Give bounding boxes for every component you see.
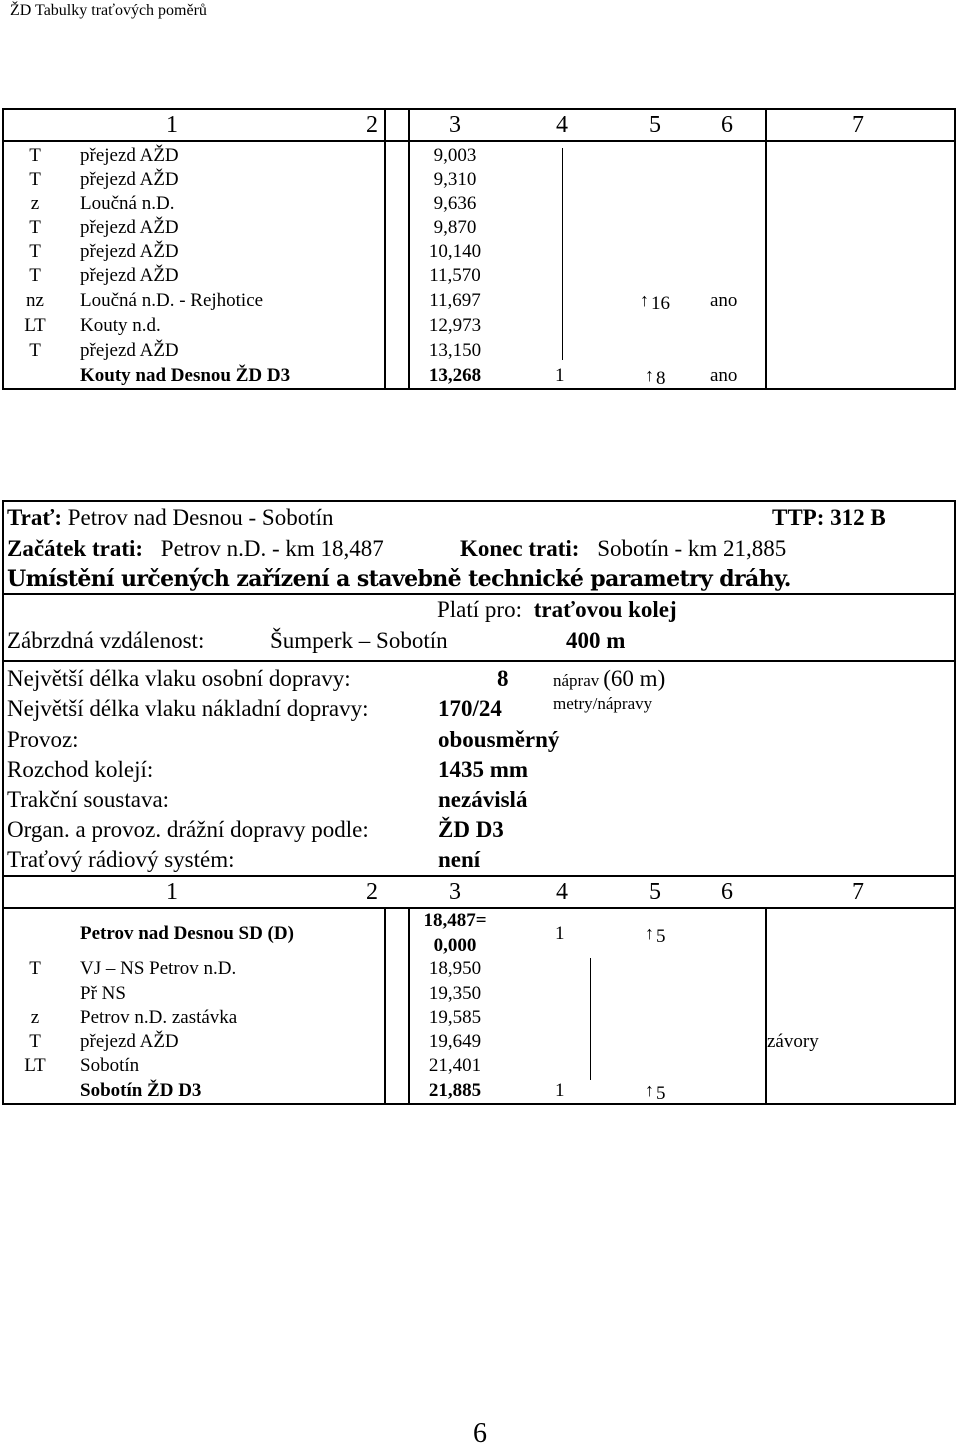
speed-cell [640, 290, 670, 315]
location-code: nz [26, 290, 44, 311]
trat-label: Trať: [7, 505, 62, 530]
location-name: Petrov nad Desnou SD (D) [80, 923, 294, 944]
radio-value: není [438, 847, 481, 872]
col7-value: závory [767, 1031, 819, 1052]
top-table-col-divider [765, 108, 767, 390]
speed-cell [645, 365, 666, 390]
col4-value: 1 [555, 923, 565, 944]
zabrzdna-label: Zábrzdná vzdálenost: [7, 628, 205, 653]
column-number: 5 [649, 879, 661, 905]
col6-value: ano [710, 365, 738, 386]
kilometer-value: 19,585 [428, 1007, 482, 1028]
col4-value: 1 [555, 1080, 565, 1101]
rozchod-value: 1435 mm [438, 757, 529, 782]
location-name: Kouty n.d. [80, 315, 161, 336]
kilometer-value: 9,870 [433, 217, 477, 238]
location-code: T [29, 1031, 41, 1052]
konec-value: Sobotín - km 21,885 [597, 536, 787, 561]
location-code: T [29, 145, 41, 166]
osobni-unit-paren: (60 m) [603, 666, 666, 691]
location-code: T [29, 958, 41, 979]
location-name: Kouty nad Desnou ŽD D3 [80, 365, 291, 386]
kilometer-value: 0,000 [433, 935, 477, 956]
bottom-table-header-separator [2, 907, 956, 909]
location-name: přejezd AŽD [80, 340, 179, 361]
zabrzdna-route: Šumperk – Sobotín [270, 628, 448, 653]
document-header-title: ŽD Tabulky traťových poměrů [10, 2, 207, 19]
location-name: Petrov n.D. zastávka [80, 1007, 238, 1028]
parameters-separator [2, 660, 956, 662]
zacatek-line [7, 536, 384, 562]
bottom-table-top-border [2, 875, 956, 877]
kilometer-value: 9,003 [433, 145, 477, 166]
column-number: 6 [721, 879, 733, 905]
plati-label: Platí pro: [437, 597, 522, 622]
zacatek-label: Začátek trati: [7, 536, 144, 561]
trat-value: Petrov nad Desnou - Sobotín [67, 505, 334, 530]
kilometer-value: 9,636 [433, 193, 477, 214]
speed-value: 5 [656, 1083, 666, 1104]
zacatek-value: Petrov n.D. - km 18,487 [160, 536, 384, 561]
col4-value: 1 [555, 365, 565, 386]
arrow-up-icon: ↑ [645, 923, 654, 943]
bottom-table-col-divider [384, 907, 386, 1105]
location-code: T [29, 340, 41, 361]
top-table-col-divider [384, 108, 386, 390]
speed-cell [645, 923, 666, 948]
top-table-track-line [562, 148, 563, 360]
nakladni-label: Největší délka vlaku nákladní dopravy: [7, 696, 369, 721]
arrow-up-icon: ↑ [640, 290, 649, 310]
location-code: LT [24, 1055, 46, 1076]
col6-value: ano [710, 290, 738, 311]
location-code: LT [24, 315, 46, 336]
organ-label: Organ. a provoz. drážní dopravy podle: [7, 817, 369, 842]
ttp-number: TTP: 312 B [772, 505, 886, 530]
rozchod-label: Rozchod kolejí: [7, 757, 154, 782]
radio-label: Traťový rádiový systém: [7, 847, 235, 872]
location-code: T [29, 241, 41, 262]
location-code: T [29, 169, 41, 190]
column-number: 1 [166, 879, 178, 905]
column-number: 1 [166, 112, 178, 138]
arrow-up-icon: ↑ [645, 1080, 654, 1100]
provoz-value: obousměrný [438, 727, 560, 752]
nakladni-unit: metry/nápravy [553, 694, 653, 713]
column-number: 7 [852, 112, 864, 138]
location-name: přejezd AŽD [80, 1031, 179, 1052]
kilometer-value: 13,150 [428, 340, 482, 361]
speed-value: 16 [651, 293, 670, 314]
location-name: Sobotín [80, 1055, 140, 1076]
trakcni-value: nezávislá [438, 787, 528, 812]
konec-line [460, 536, 786, 562]
speed-value: 5 [656, 926, 666, 947]
kilometer-value: 18,950 [428, 958, 482, 979]
kilometer-value: 9,310 [433, 169, 477, 190]
kilometer-value: 10,140 [428, 241, 482, 262]
column-number: 2 [366, 879, 378, 905]
kilometer-value: 18,487= [423, 910, 487, 931]
kilometer-value: 21,401 [428, 1055, 482, 1076]
speed-cell [645, 1080, 666, 1105]
location-name: Loučná n.D. - Rejhotice [80, 290, 264, 311]
top-table-header-separator [2, 140, 956, 142]
location-name: přejezd AŽD [80, 217, 179, 238]
osobni-label: Největší délka vlaku osobní dopravy: [7, 666, 351, 691]
location-code: z [30, 193, 40, 214]
location-name: přejezd AŽD [80, 241, 179, 262]
provoz-label: Provoz: [7, 727, 79, 752]
osobni-unit [553, 666, 665, 692]
page-number: 6 [473, 1418, 487, 1449]
location-name: přejezd AŽD [80, 265, 179, 286]
nakladni-value: 170/24 [438, 696, 502, 721]
kilometer-value: 21,885 [428, 1080, 482, 1101]
kilometer-value: 19,649 [428, 1031, 482, 1052]
zabrzdna-value: 400 m [566, 628, 626, 653]
trat-line [7, 505, 334, 531]
location-code: z [30, 1007, 40, 1028]
trakcni-label: Trakční soustava: [7, 787, 170, 812]
column-number: 4 [556, 879, 568, 905]
kilometer-value: 12,973 [428, 315, 482, 336]
organ-value: ŽD D3 [438, 817, 504, 842]
location-code: T [29, 217, 41, 238]
location-code: T [29, 265, 41, 286]
osobni-unit-small: náprav [553, 671, 600, 690]
plati-value: traťovou kolej [533, 597, 677, 622]
kilometer-value: 11,570 [429, 265, 481, 286]
konec-label: Konec trati: [460, 536, 580, 561]
speed-value: 8 [656, 368, 666, 389]
location-name: přejezd AŽD [80, 169, 179, 190]
umisteni-heading: Umístění určených zařízení a stavebně technické parametry dráhy. [7, 566, 791, 592]
column-number: 3 [449, 879, 461, 905]
location-name: Sobotín ŽD D3 [80, 1080, 202, 1101]
location-name: Loučná n.D. [80, 193, 175, 214]
column-number: 7 [852, 879, 864, 905]
bottom-table-col-divider [765, 907, 767, 1105]
location-name: Př NS [80, 983, 126, 1004]
line-info-separator [2, 593, 956, 595]
column-number: 4 [556, 112, 568, 138]
column-number: 3 [449, 112, 461, 138]
plati-line [437, 597, 677, 623]
arrow-up-icon: ↑ [645, 365, 654, 385]
column-number: 6 [721, 112, 733, 138]
location-name: přejezd AŽD [80, 145, 179, 166]
location-name: VJ – NS Petrov n.D. [80, 958, 237, 979]
osobni-value: 8 [497, 666, 509, 691]
kilometer-value: 11,697 [429, 290, 481, 311]
column-number: 5 [649, 112, 661, 138]
bottom-table-track-line [590, 958, 591, 1080]
column-number: 2 [366, 112, 378, 138]
kilometer-value: 13,268 [428, 365, 482, 386]
kilometer-value: 19,350 [428, 983, 482, 1004]
